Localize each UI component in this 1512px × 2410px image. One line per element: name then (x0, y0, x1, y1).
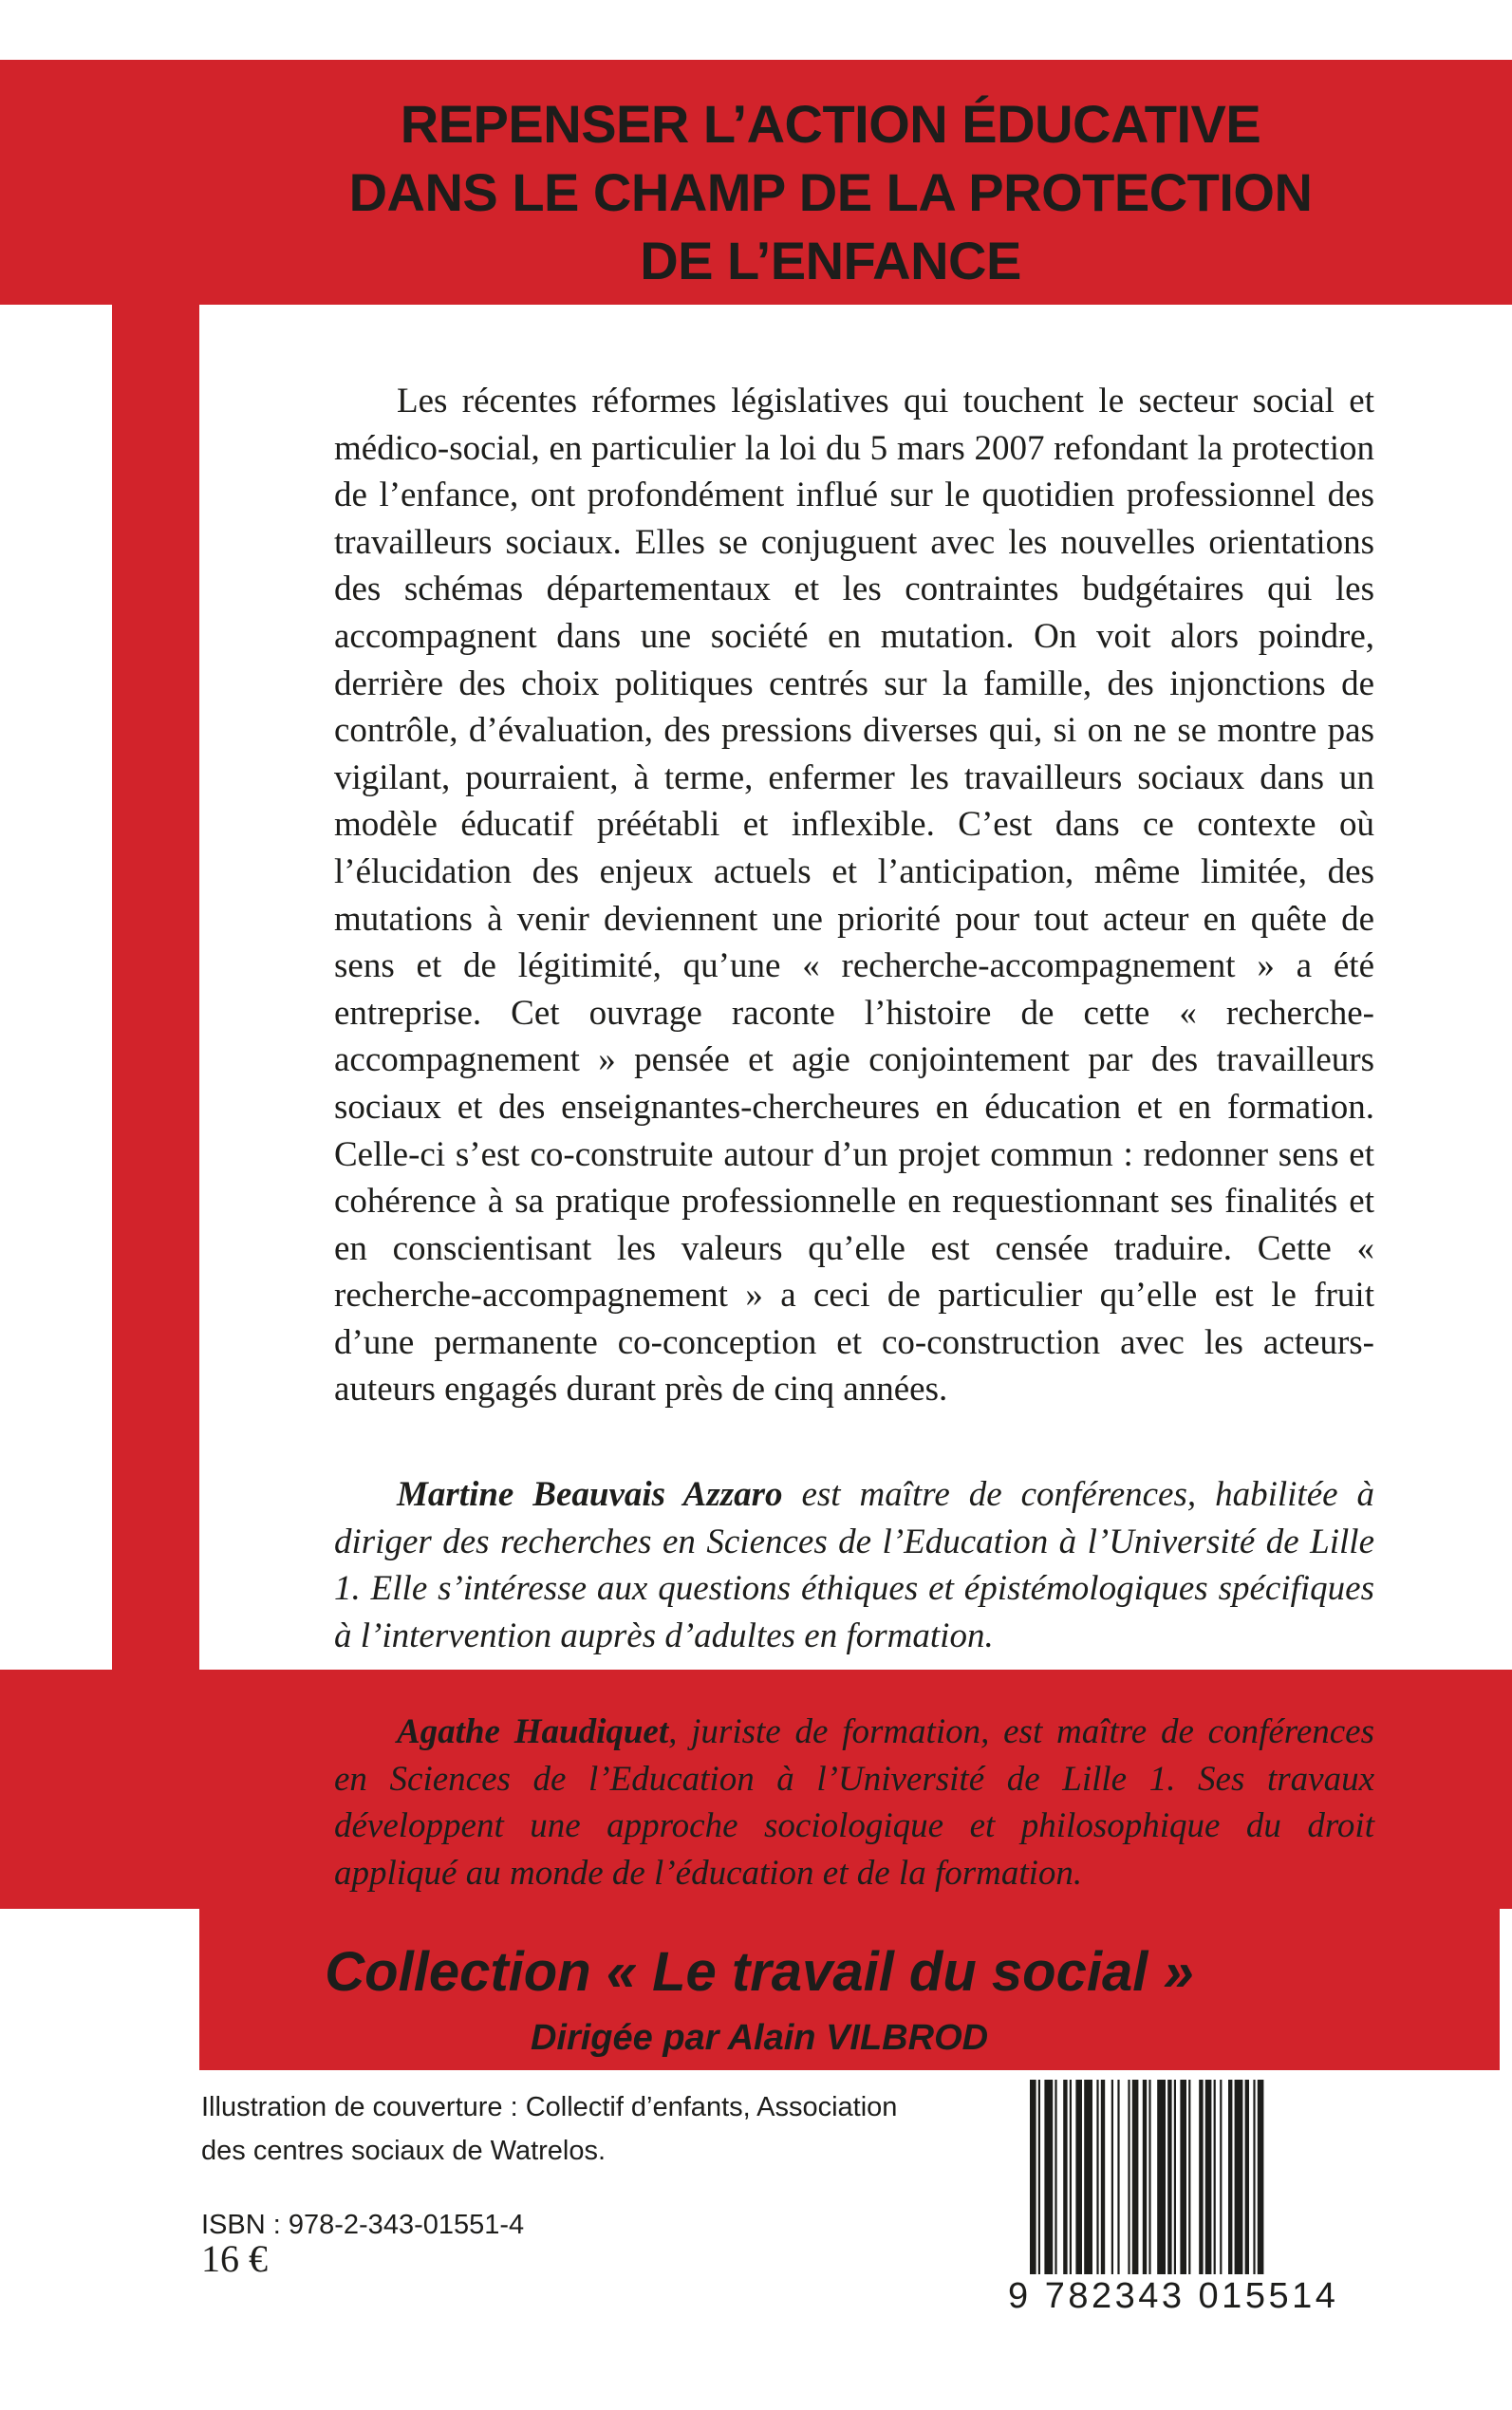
author-name-1: Martine Beauvais Azzaro (397, 1475, 783, 1514)
title-line-3: DE L’ENFANCE (640, 231, 1021, 290)
title-line-2: DANS LE CHAMP DE LA PROTECTION (348, 162, 1313, 222)
summary-text (334, 378, 1374, 1413)
author-bio-2 (334, 1709, 1374, 1896)
title-line-1: REPENSER L’ACTION ÉDUCATIVE (400, 94, 1261, 154)
author-name-2: Agathe Haudiquet (397, 1712, 669, 1751)
left-bar (112, 305, 199, 1670)
author-bio-2-text: , juriste de formation, est maître de conférences en Sciences de l’Education à l’Université de Lille 1. Ses travaux développent une approche sociologique et philosophique du droit appliqué au monde de l’éducation et de la formation. (334, 1712, 1374, 1893)
book-title (237, 90, 1424, 295)
barcode-image (1028, 2080, 1370, 2274)
price: 16 € (201, 2237, 268, 2280)
collection-director: Dirigée par Alain VILBROD (530, 2018, 989, 2058)
author-bio-1 (334, 1471, 1374, 1659)
barcode-digits: 9 782343 015514 (1008, 2276, 1339, 2316)
isbn: ISBN : 978-2-343-01551-4 (201, 2210, 525, 2240)
collection-title: Collection « Le travail du social » (325, 1941, 1194, 2003)
summary-paragraph: Les récentes réformes législatives qui touchent le secteur social et médico-social, en particulier la loi du 5 mars 2007 refondant la protection de l’enfance, ont profondément influé sur le quotidien professionnel des travailleurs sociaux. Elles se conjuguent avec les nouvelles orientations des schémas départementaux et les contraintes budgétaires qui les accompagnent dans une société en mutation. On voit alors poindre, derrière des choix politiques centrés sur la famille, des injonctions de contrôle, d’évaluation, des pressions diverses qui, si on ne se montre pas vigilant, pourraient, à terme, enfermer les travailleurs sociaux dans un modèle éducatif préétabli et inflexible. C’est dans ce contexte où l’élucidation des enjeux actuels et l’anticipation, même limitée, des mutations à venir deviennent une priorité pour tout acteur en quête de sens et de légitimité, qu’une « recherche-accompagnement » a été entreprise. Cet ouvrage raconte l’histoire de cette « recherche-accompagnement » pensée et agie conjointement par des travailleurs sociaux et des enseignantes-chercheures en éducation et en formation. Celle-ci s’est co-construite autour d’un projet commun : redonner sens et cohérence à sa pratique professionnelle en requestionnant ses finalités et en conscientisant les valeurs qu’elle est censée traduire. Cette « recherche-accompagnement » a ceci de particulier qu’elle est le fruit d’une permanente co-conception et co-construction avec les acteurs-auteurs engagés durant près de cinq années. (334, 382, 1374, 1410)
author-bio-1-text: est maître de conférences, habilitée à diriger des recherches en Sciences de l’Education à l’Université de Lille 1. Elle s’intéresse aux questions éthiques et épistémologiques spécifiques à l’intervention auprès d’adultes en formation. (334, 1475, 1374, 1655)
illustration-credit-1: Illustration de couverture : Collectif d’enfants, Association (201, 2092, 898, 2122)
illustration-credit-2: des centres sociaux de Watrelos. (201, 2136, 607, 2166)
